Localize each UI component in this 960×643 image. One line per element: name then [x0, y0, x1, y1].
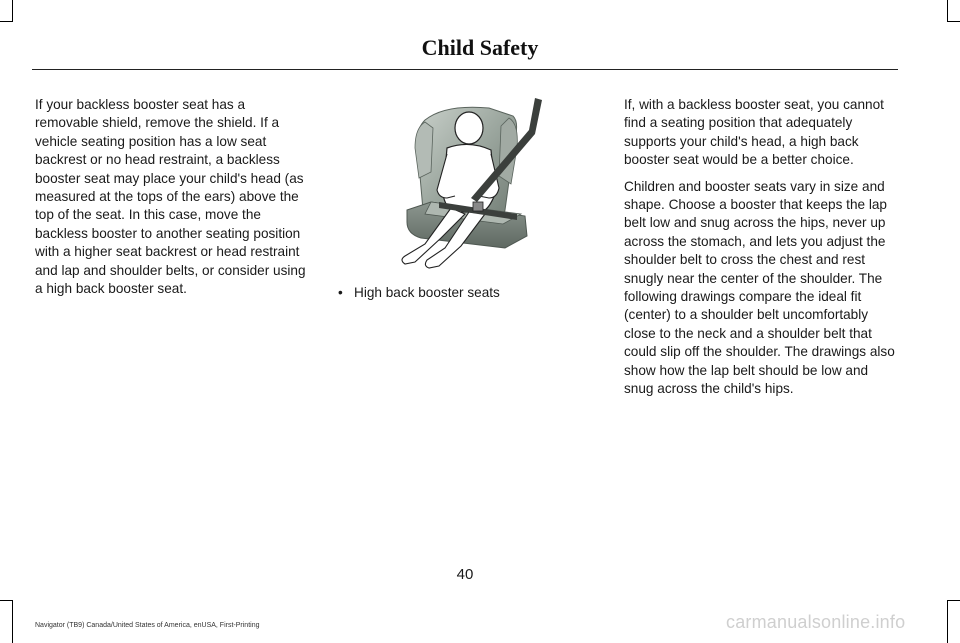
crop-mark-top-left-v [12, 0, 13, 22]
page-title: Child Safety [421, 35, 539, 60]
right-column [624, 96, 896, 407]
bullet-dot-icon: • [338, 285, 343, 300]
crop-mark-top-right-h [947, 21, 960, 22]
crop-mark-top-right-v [947, 0, 948, 22]
header-rule [32, 69, 898, 70]
edition-footer: Navigator (TB9) Canada/United States of America, enUSA, First-Printing [35, 622, 260, 629]
right-paragraph-2: Children and booster seats vary in size and shape. Choose a booster that keeps the lap belt low and snug across the hips, never up across the stomach, and lets you adjust the shoulder belt to cross the chest and rest snugly near the center of the shoulder. The following drawings compare the ideal fit (center) to a shoulder belt uncomfortably close to the neck and a shoulder belt that could slip off the shoulder. The drawings also show how the lap belt should be low and snug across the child's hips. [624, 178, 895, 397]
page-number: 40 [456, 566, 474, 583]
right-paragraph-1: If, with a backless booster seat, you cannot find a seating position that adequately supports your child's head, a high back booster seat would be a better choice. [624, 97, 884, 168]
left-column [35, 96, 310, 306]
left-paragraph: If your backless booster seat has a removable shield, remove the shield. If a vehicle seating position has a low seat backrest or no head restraint, a backless booster seat may place your child's head (as measured at the tops of the ears) above the top of the seat. In this case, move the backless booster to another seating position with a higher seat backrest or head restraint and lap and shoulder belts, or consider using a high back booster seat. [35, 97, 306, 297]
crop-mark-bottom-left-h [0, 600, 13, 601]
crop-mark-top-left-h [0, 21, 13, 22]
crop-mark-bottom-right-h [947, 600, 960, 601]
crop-mark-bottom-left-v [12, 600, 13, 643]
bullet-list-item [338, 284, 500, 302]
watermark: carmanualsonline.info [726, 612, 906, 632]
crop-mark-bottom-right-v [947, 600, 948, 643]
child-in-high-back-booster-seat-illustration [385, 98, 545, 270]
bullet-item-text: High back booster seats [354, 285, 500, 300]
